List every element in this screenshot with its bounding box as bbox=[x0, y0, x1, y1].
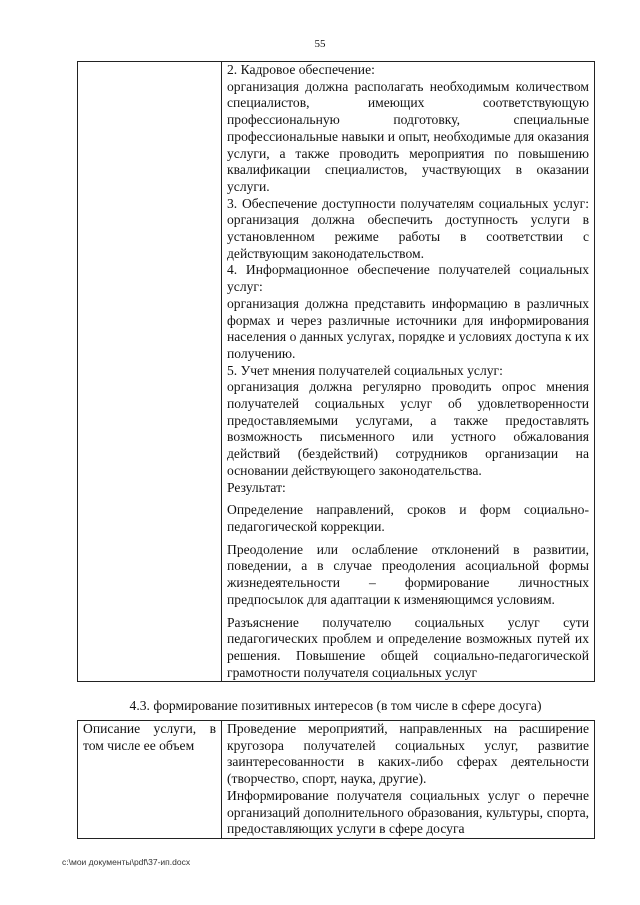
paragraph: 3. Обеспечение доступности получателям социальных услуг: организация должна обеспечить доступность услуги в установленном режиме работы в соответствии с действующим законодательством. bbox=[227, 195, 589, 261]
footer-file-path: c:\мои документы\pdf\37-ип.docx bbox=[62, 857, 191, 867]
paragraph: Проведение мероприятий, направленных на расширение кругозора получателей социальных услуг, развитие заинтересованности в каких-либо сферах деятельности (творчество, спорт, наука, другие). bbox=[227, 721, 589, 787]
paragraph: организация должна представить информацию в различных формах и через различные источники для информирования населения о данных услугах, порядке и условиях доступа к их получению. bbox=[227, 295, 589, 361]
paragraph: Определение направлений, сроков и форм социально-педагогической коррекции. bbox=[227, 502, 589, 534]
empty-label-cell bbox=[78, 62, 222, 682]
paragraph: Разъяснение получателю социальных услуг сути педагогических проблем и определение возможных путей их решения. Повышение общей социально-педагогической грамотности получателя социальных услуг bbox=[227, 614, 589, 680]
section-heading: 4.3. формирование позитивных интересов (в том числе в сфере досуга) bbox=[129, 698, 542, 713]
service-description-table bbox=[77, 720, 595, 839]
paragraph: 2. Кадровое обеспечение: bbox=[227, 62, 375, 77]
paragraph: организация должна располагать необходимым количеством специалистов, имеющих соответствующую профессиональную подготовку, специальные профессиональные навыки и опыт, необходимые для оказания услуги, а также проводить мероприятия по повышению квалификации специалистов, участвующих в оказании услуги. bbox=[227, 78, 589, 194]
service-description-label bbox=[78, 721, 222, 839]
service-description-content bbox=[222, 721, 595, 839]
conditions-cell bbox=[222, 62, 595, 682]
paragraph: 5. Учет мнения получателей социальных услуг: bbox=[227, 362, 503, 378]
table-row bbox=[78, 721, 595, 839]
page-number: 55 bbox=[314, 38, 326, 50]
label-text: Описание услуги, в том числе ее объем bbox=[83, 721, 216, 753]
paragraph: Информирование получателя социальных услуг о перечне организаций дополнительного образования, культуры, спорта, предоставляющих услуги в сфере досуга bbox=[227, 787, 589, 837]
paragraph: Преодоление или ослабление отклонений в развитии, поведении, а в случае преодоления асоциальной формы жизнедеятельности – формирование личностных предпосылок для адаптации к изменяющимся условиям. bbox=[227, 541, 589, 607]
paragraph: 4. Информационное обеспечение получателей социальных услуг: bbox=[227, 262, 589, 295]
table-row bbox=[78, 62, 595, 682]
paragraph: организация должна регулярно проводить опрос мнения получателей социальных услуг об удовлетворенности предоставляемыми услугами, а также предоставлять возможность письменного или устного обжалования действий (бездействий) сотрудников организации на основании действующего законодательства. bbox=[227, 379, 589, 478]
service-standard-table-continuation bbox=[77, 61, 595, 682]
result-heading: Результат: bbox=[227, 479, 286, 495]
